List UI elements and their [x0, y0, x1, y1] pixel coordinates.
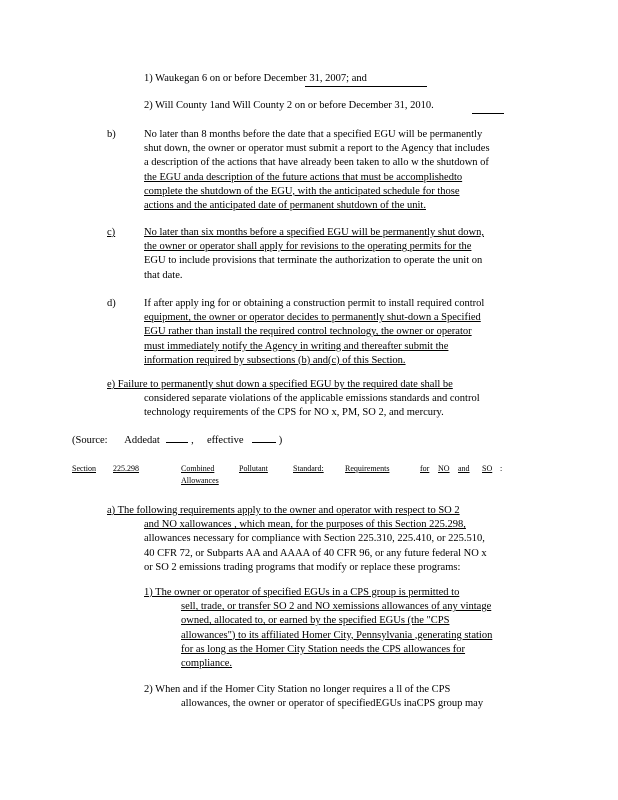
paragraph-b-line: No later than 8 months before the date that a specified EGU will be permanently: [144, 129, 483, 140]
paragraph-d-line: must immediately notify the Agency in writing and thereafter submit the: [144, 340, 449, 352]
paragraph-e: [107, 378, 537, 421]
paragraph-a2: [144, 683, 540, 711]
underline: [472, 113, 504, 114]
paragraph-c-line: the owner or operator shall apply for revisions to the operating permits for the: [144, 241, 472, 253]
source-effective: effective: [206, 435, 244, 446]
item-2-will-county: [144, 99, 504, 113]
paragraph-a1-line: for as long as the Homer City Station needs the CPS allowances for: [181, 643, 466, 655]
paragraph-b-line: actions and the anticipated date of permanent shutdown of the unit.: [144, 200, 426, 212]
section-title-word: SO: [482, 464, 493, 473]
section-title-word: Pollutant: [239, 464, 268, 473]
paragraph-a-line: and NO xallowances , which mean, for the purposes of this Section 225.298,: [144, 519, 466, 531]
paragraph-d-line: If after apply ing for or obtaining a construction permit to install required control: [144, 298, 485, 309]
section-title-word: and: [458, 464, 470, 473]
section-title-word: NO: [438, 464, 450, 473]
paragraph-c-line: that date.: [144, 269, 183, 281]
paragraph-e-line: e) Failure to permanently shut down a specified EGU by the required date shall be: [107, 379, 453, 390]
paragraph-b-label: b): [107, 129, 116, 140]
paragraph-a: [107, 504, 539, 575]
paragraph-a1-line: sell, trade, or transfer SO 2 and NO xemissions allowances of any vintage: [181, 601, 492, 613]
paragraph-a1-line: 1) The owner or operator of specified EGUs in a CPS group is permitted to: [144, 587, 460, 598]
paragraph-d-line: equipment, the owner or operator decides to permanently shut-down a Specified: [144, 312, 481, 324]
paragraph-b-line: a description of the actions that have already been taken to allo w the shutdown of: [144, 157, 489, 169]
section-title-colon: :: [500, 464, 503, 473]
paragraph-a1-line: compliance.: [181, 658, 233, 670]
source-close: ): [278, 435, 283, 446]
paragraph-c-line: EGU to include provisions that terminate the authorization to operate the unit on: [144, 255, 483, 267]
paragraph-e-line: considered separate violations of the applicable emissions standards and control: [144, 393, 480, 405]
paragraph-d-line: information required by subsections (b) and(c) of this Section.: [144, 354, 406, 366]
paragraph-a1-line: owned, allocated to, or earned by the specified EGUs (the "CPS: [181, 615, 450, 627]
paragraph-a-line: 40 CFR 72, or Subparts AA and AAAA of 40 CFR 96, or any future federal NO x: [144, 547, 487, 559]
section-title-word: Requirements: [345, 464, 390, 473]
source-added: Addedat: [124, 435, 160, 446]
item-1-waukegan: [144, 72, 434, 86]
section-title-word: Combined: [181, 464, 215, 473]
section-label: [72, 463, 96, 474]
source-blank-2: [252, 442, 276, 443]
paragraph-a-line: allowances necessary for compliance with Section 225.310, 225.410, or 225.510,: [144, 533, 485, 545]
section-title-word: Standard:: [293, 464, 324, 473]
paragraph-c-label: c): [107, 227, 116, 238]
underline: [305, 86, 427, 87]
paragraph-b: [144, 128, 540, 213]
item-2-text: 2) Will County 1and Will County 2 on or before December 31, 2010.: [144, 100, 434, 111]
paragraph-b-line: shut down, the owner or operator must submit a report to the Agency that includes: [144, 143, 490, 155]
paragraph-e-line: technology requirements of the CPS for NO x, PM, SO 2, and mercury.: [144, 407, 444, 419]
source-sep: ,: [191, 435, 194, 446]
paragraph-c: [144, 226, 540, 283]
item-1-text: 1) Waukegan 6 on or before December 31, 2007; and: [144, 73, 367, 84]
paragraph-a2-line: 2) When and if the Homer City Station no longer requires a ll of the CPS: [144, 684, 451, 695]
paragraph-a-line: or SO 2 emissions trading programs that modify or replace these programs:: [144, 561, 461, 573]
section-title-word: Allowances: [181, 476, 219, 485]
paragraph-a1-line: allowances") to its affiliated Homer City, Pennsylvania ,generating station: [181, 629, 493, 641]
paragraph-a-line: a) The following requirements apply to the owner and operator with respect to SO 2: [107, 505, 460, 516]
section-number: 225.298: [113, 464, 139, 473]
source-blank-1: [166, 442, 188, 443]
paragraph-b-line: complete the shutdown of the EGU, with the anticipated schedule for those: [144, 185, 460, 197]
source-prefix: (Source:: [72, 435, 108, 446]
paragraph-d-label: d): [107, 298, 116, 309]
paragraph-a1: [144, 586, 540, 671]
paragraph-c-line: No later than six months before a specified EGU will be permanently shut down,: [144, 227, 484, 238]
section-title-word: for: [420, 464, 430, 473]
paragraph-d: [144, 297, 540, 368]
source-note: [72, 434, 372, 448]
section-word: Section: [72, 464, 96, 473]
paragraph-a2-line: allowances, the owner or operator of specifiedEGUs inaCPS group may: [181, 698, 484, 710]
paragraph-b-line: the EGU anda description of the future actions that must be accomplishedto: [144, 171, 463, 183]
paragraph-d-line: EGU rather than install the required control technology, the owner or operator: [144, 326, 472, 338]
